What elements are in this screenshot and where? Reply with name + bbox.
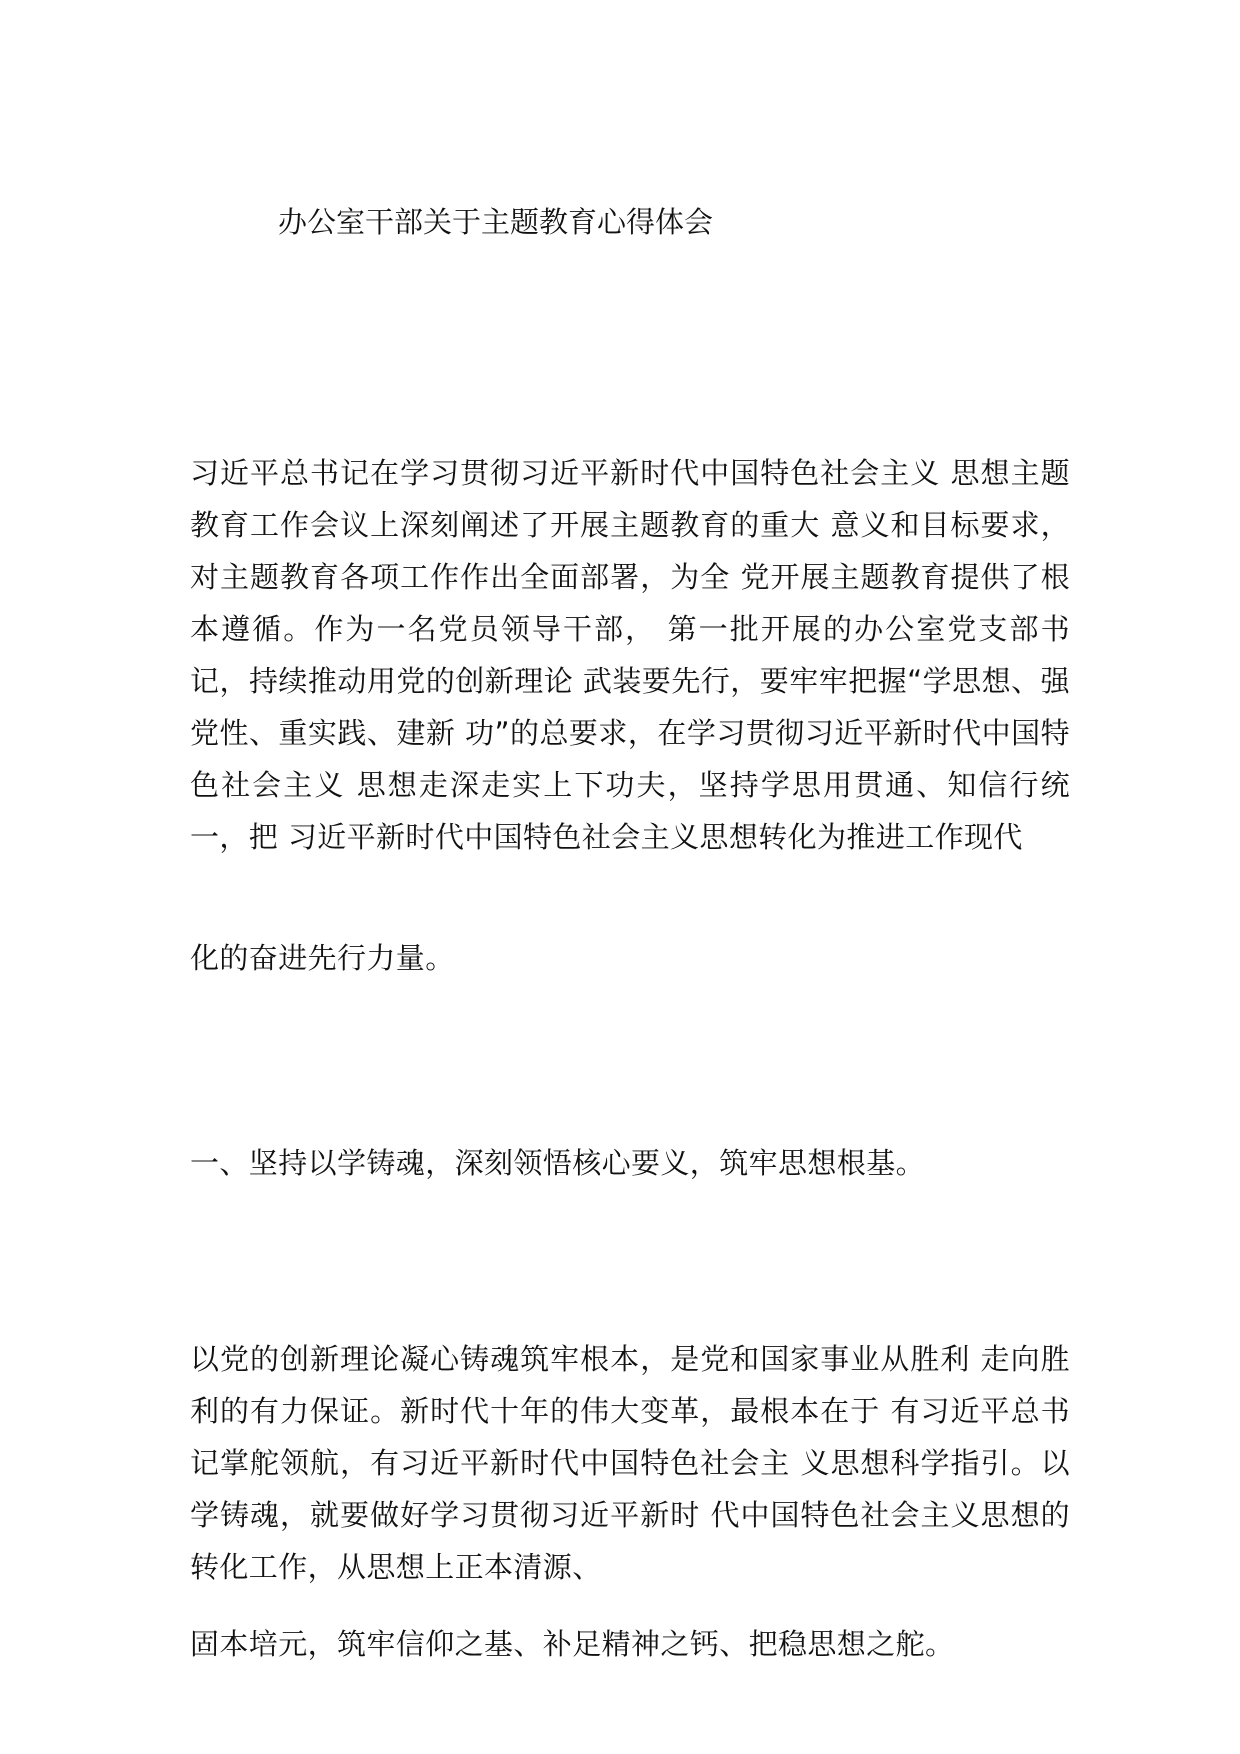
section-paragraph: 以党的创新理论凝心铸魂筑牢根本，是党和国家事业从胜利 走向胜利的有力保证。新时代十年的伟大变革，最根本在于 有习近平总书记掌舵领航，有习近平新时代中国特色社会主 义思想科学指引。以学铸魂，就要做好学习贯彻习近平新时 代中国特色社会主义思想的转化工作，从思想上正本清源、 bbox=[190, 1342, 1070, 1584]
intro-paragraph-tail: 化的奋进先行力量。 bbox=[190, 941, 455, 975]
section-paragraph-tail: 固本培元，筑牢信仰之基、补足精神之钙、把稳思想之舵。 bbox=[190, 1627, 955, 1661]
section-heading: 一、坚持以学铸魂，深刻领悟核心要义，筑牢思想根基。 bbox=[190, 1146, 926, 1180]
intro-paragraph: 习近平总书记在学习贯彻习近平新时代中国特色社会主义 思想主题教育工作会议上深刻阐述了开展主题教育的重大 意义和目标要求，对主题教育各项工作作出全面部署，为全 党开展主题教育提供了根本遵循。作为一名党员领导干部， 第一批开展的办公室党支部书记，持续推动用党的创新理论 武装要先行，要牢牢把握“学思想、强党性、重实践、建新 功”的总要求，在学习贯彻习近平新时代中国特色社会主义 思想走深走实上下功夫，坚持学思用贯通、知信行统一，把 习近平新时代中国特色社会主义思想转化为推进工作现代 bbox=[190, 456, 1070, 854]
document-title: 办公室干部关于主题教育心得体会 bbox=[278, 205, 714, 239]
